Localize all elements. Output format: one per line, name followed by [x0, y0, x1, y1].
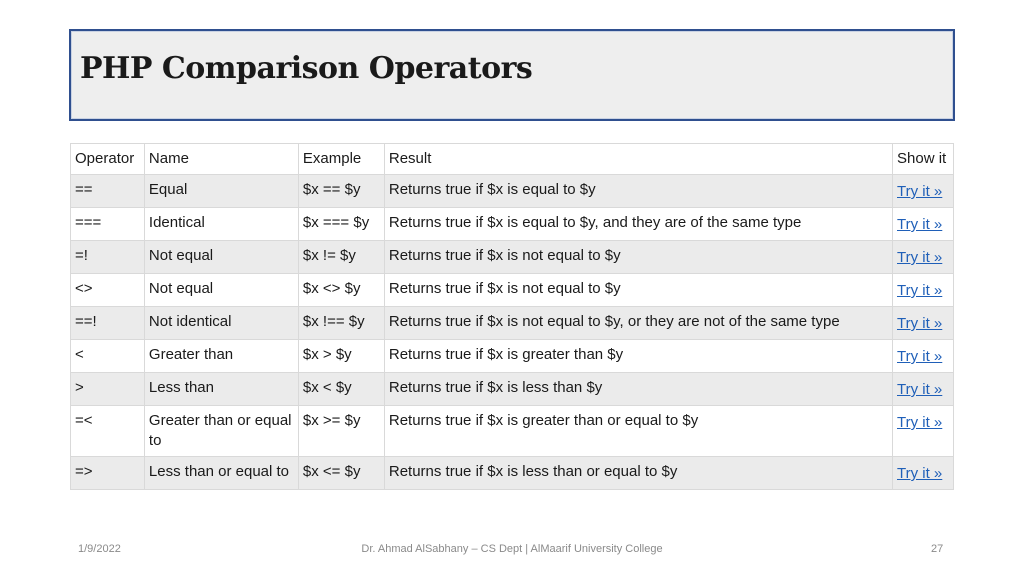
example-cell: $x === $y	[298, 208, 384, 241]
name-cell: Not equal	[144, 274, 298, 307]
example-cell: $x <> $y	[298, 274, 384, 307]
show-it-cell	[893, 406, 954, 457]
show-it-cell	[893, 457, 954, 490]
table-row	[71, 406, 954, 457]
operator-cell: =>	[71, 457, 145, 490]
result-cell: Returns true if $x is greater than $y	[384, 340, 892, 373]
try-it-link[interactable]: Try it »	[897, 414, 943, 431]
footer-date: 1/9/2022	[78, 543, 121, 555]
operator-cell: ==	[71, 175, 145, 208]
result-cell: Returns true if $x is less than $y	[384, 373, 892, 406]
header-operator: Operator	[71, 144, 145, 175]
table-header-row	[71, 144, 954, 175]
show-it-cell	[893, 340, 954, 373]
example-cell: $x <= $y	[298, 457, 384, 490]
try-it-link[interactable]: Try it »	[897, 249, 943, 266]
try-it-link[interactable]: Try it »	[897, 348, 943, 365]
header-result: Result	[384, 144, 892, 175]
try-it-link[interactable]: Try it »	[897, 282, 943, 299]
result-cell: Returns true if $x is less than or equal to $y	[384, 457, 892, 490]
example-cell: $x > $y	[298, 340, 384, 373]
slide-title: PHP Comparison Operators	[80, 51, 533, 86]
result-cell: Returns true if $x is not equal to $y, or they are not of the same type	[384, 307, 892, 340]
operator-cell: =<	[71, 406, 145, 457]
title-box	[69, 29, 955, 121]
footer-credit: Dr. Ahmad AlSabhany – CS Dept | AlMaarif University College	[361, 543, 663, 555]
example-cell: $x !== $y	[298, 307, 384, 340]
header-show-it: Show it	[893, 144, 954, 175]
example-cell: $x == $y	[298, 175, 384, 208]
table-row	[71, 307, 954, 340]
name-cell: Less than	[144, 373, 298, 406]
result-cell: Returns true if $x is equal to $y, and they are of the same type	[384, 208, 892, 241]
try-it-link[interactable]: Try it »	[897, 183, 943, 200]
table-row	[71, 373, 954, 406]
operator-cell: =!	[71, 241, 145, 274]
operator-cell: <>	[71, 274, 145, 307]
try-it-link[interactable]: Try it »	[897, 315, 943, 332]
show-it-cell	[893, 175, 954, 208]
name-cell: Greater than or equal to	[144, 406, 298, 457]
result-cell: Returns true if $x is greater than or equal to $y	[384, 406, 892, 457]
header-example: Example	[298, 144, 384, 175]
table-row	[71, 457, 954, 490]
table-row	[71, 208, 954, 241]
table-row	[71, 274, 954, 307]
name-cell: Equal	[144, 175, 298, 208]
name-cell: Greater than	[144, 340, 298, 373]
operator-cell: >	[71, 373, 145, 406]
operator-cell: ===	[71, 208, 145, 241]
try-it-link[interactable]: Try it »	[897, 465, 943, 482]
show-it-cell	[893, 274, 954, 307]
operator-cell: ==!	[71, 307, 145, 340]
table-row	[71, 175, 954, 208]
name-cell: Identical	[144, 208, 298, 241]
show-it-cell	[893, 307, 954, 340]
show-it-cell	[893, 208, 954, 241]
table-row	[71, 241, 954, 274]
show-it-cell	[893, 373, 954, 406]
try-it-link[interactable]: Try it »	[897, 381, 943, 398]
example-cell: $x < $y	[298, 373, 384, 406]
name-cell: Not equal	[144, 241, 298, 274]
show-it-cell	[893, 241, 954, 274]
page-number: 27	[931, 543, 944, 555]
name-cell: Less than or equal to	[144, 457, 298, 490]
result-cell: Returns true if $x is not equal to $y	[384, 274, 892, 307]
operator-cell: <	[71, 340, 145, 373]
try-it-link[interactable]: Try it »	[897, 216, 943, 233]
operators-table	[70, 143, 954, 490]
example-cell: $x >= $y	[298, 406, 384, 457]
result-cell: Returns true if $x is equal to $y	[384, 175, 892, 208]
name-cell: Not identical	[144, 307, 298, 340]
header-name: Name	[144, 144, 298, 175]
example-cell: $x != $y	[298, 241, 384, 274]
table-row	[71, 340, 954, 373]
result-cell: Returns true if $x is not equal to $y	[384, 241, 892, 274]
